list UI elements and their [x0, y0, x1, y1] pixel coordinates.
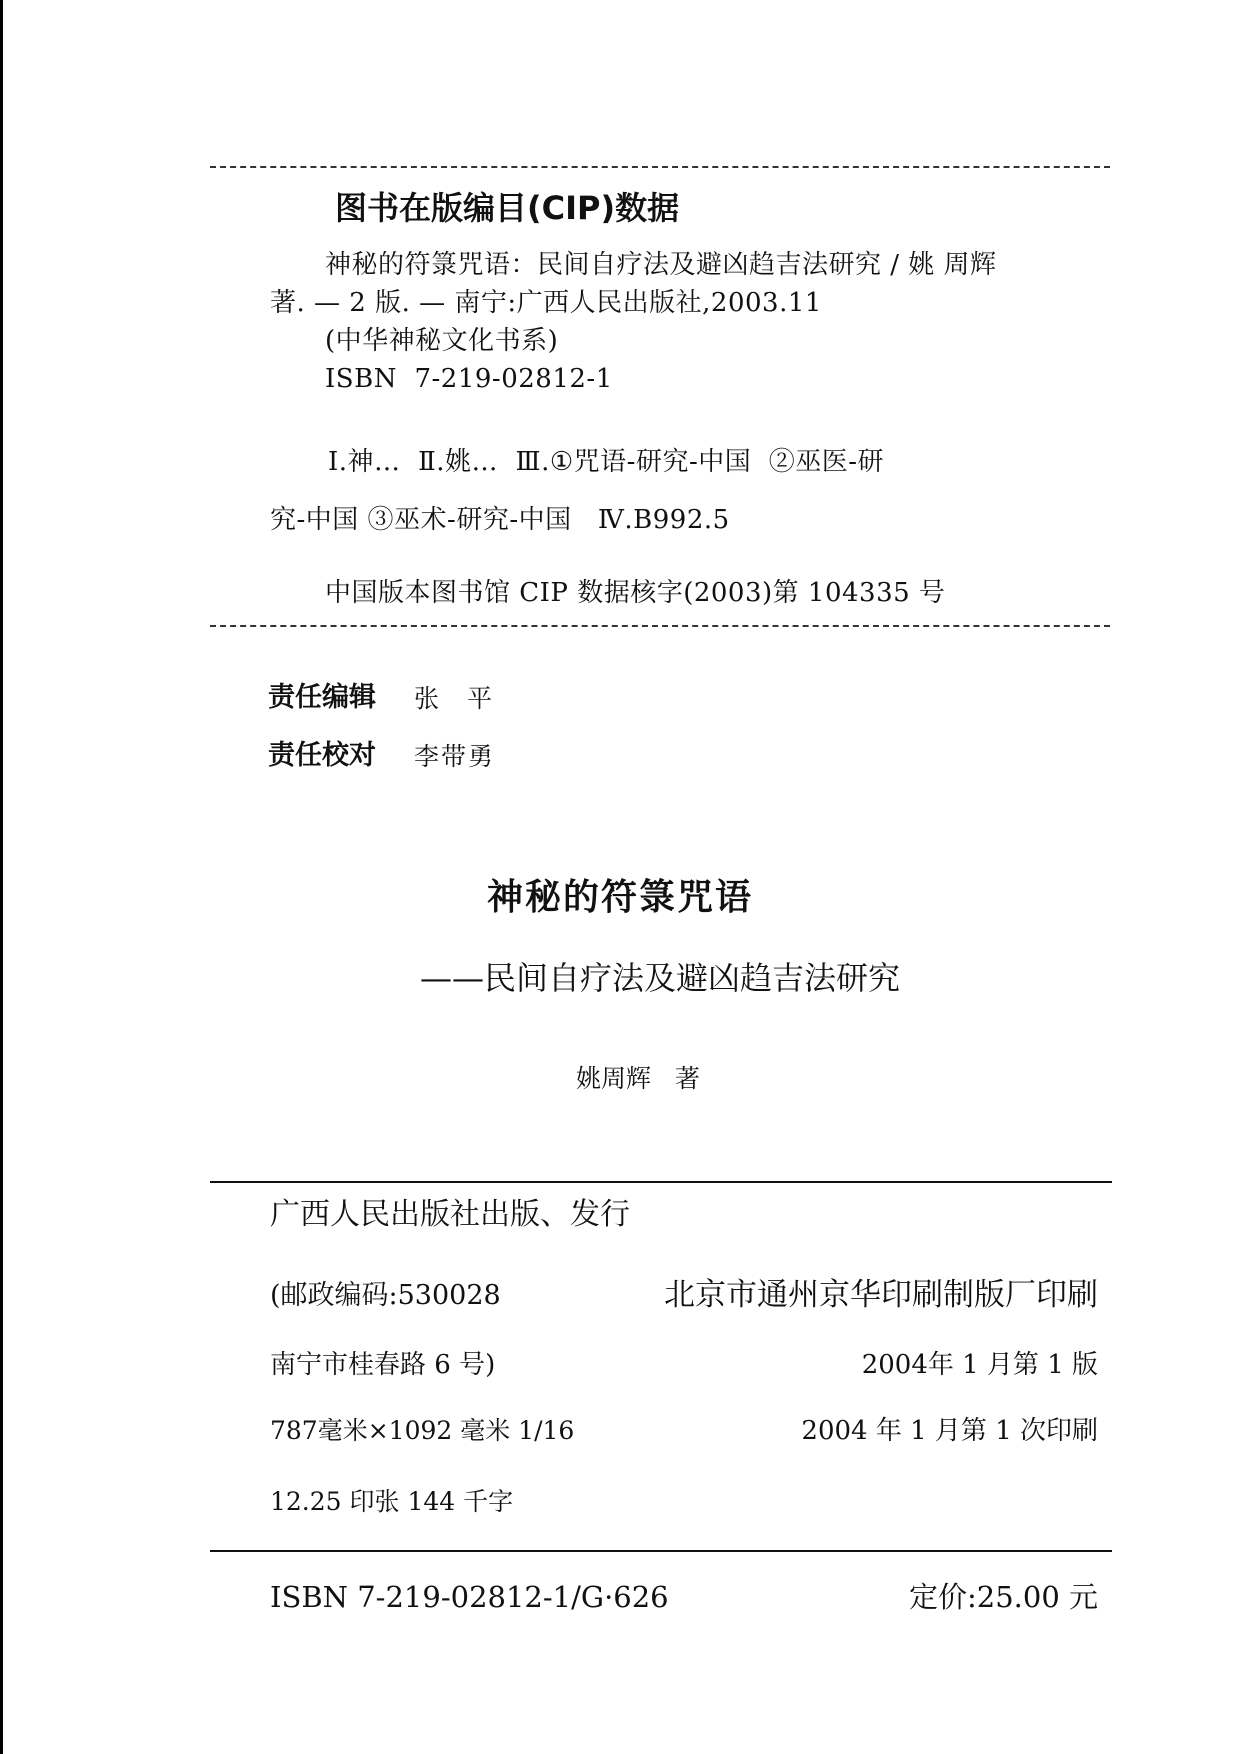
- publisher-line: 广西人民出版社出版、发行: [270, 1197, 630, 1232]
- editor-label: 责任编辑: [268, 682, 376, 713]
- proofreader-name: 李带勇: [414, 742, 496, 771]
- cip-title-line: 神秘的符箓咒语：民间自疗法及避凶趋吉法研究 / 姚 周辉: [325, 250, 997, 280]
- cip-verification-number: 中国版本图书馆 CIP 数据核字(2003)第 104335 号: [325, 578, 946, 608]
- publication-top-rule: [210, 1181, 1112, 1183]
- book-subtitle: ——民间自疗法及避凶趋吉法研究: [420, 959, 901, 997]
- page-left-edge: [0, 0, 3, 1754]
- postal-code: (邮政编码:530028: [270, 1280, 501, 1311]
- isbn-full: ISBN 7-219-02812-1/G·626: [270, 1580, 669, 1614]
- cip-series: (中华神秘文化书系): [325, 326, 559, 356]
- author-line: 姚周辉 著: [576, 1064, 700, 1093]
- cip-heading: 图书在版编目(CIP)数据: [335, 189, 680, 227]
- cip-isbn: ISBN 7-219-02812-1: [325, 364, 613, 394]
- cip-bottom-dashed-rule: [210, 625, 1110, 627]
- price: 定价:25.00 元: [908, 1580, 1098, 1614]
- printer-line: 北京市通州京华印刷制版厂印刷: [664, 1277, 1098, 1313]
- publication-bottom-rule: [210, 1550, 1112, 1552]
- cip-top-dashed-rule: [210, 166, 1110, 168]
- format-size: 787毫米×1092 毫米 1/16: [270, 1416, 575, 1445]
- publisher-address: 南宁市桂春路 6 号): [270, 1350, 496, 1380]
- sheets-wordcount: 12.25 印张 144 千字: [270, 1487, 514, 1516]
- edition-date: 2004年 1 月第 1 版: [861, 1350, 1098, 1380]
- book-title: 神秘的符箓咒语: [486, 877, 753, 918]
- printing-date: 2004 年 1 月第 1 次印刷: [801, 1416, 1098, 1446]
- cip-edition-line: 著. — 2 版. — 南宁:广西人民出版社,2003.11: [270, 288, 822, 318]
- cip-subjects-line2: 究-中国 ③巫术-研究-中国 Ⅳ.B992.5: [270, 505, 730, 535]
- proofreader-label: 责任校对: [268, 740, 376, 771]
- cip-subjects-line1: Ⅰ.神… Ⅱ.姚… Ⅲ.①咒语-研究-中国 ②巫医-研: [328, 447, 885, 477]
- editor-name: 张 平: [414, 684, 502, 713]
